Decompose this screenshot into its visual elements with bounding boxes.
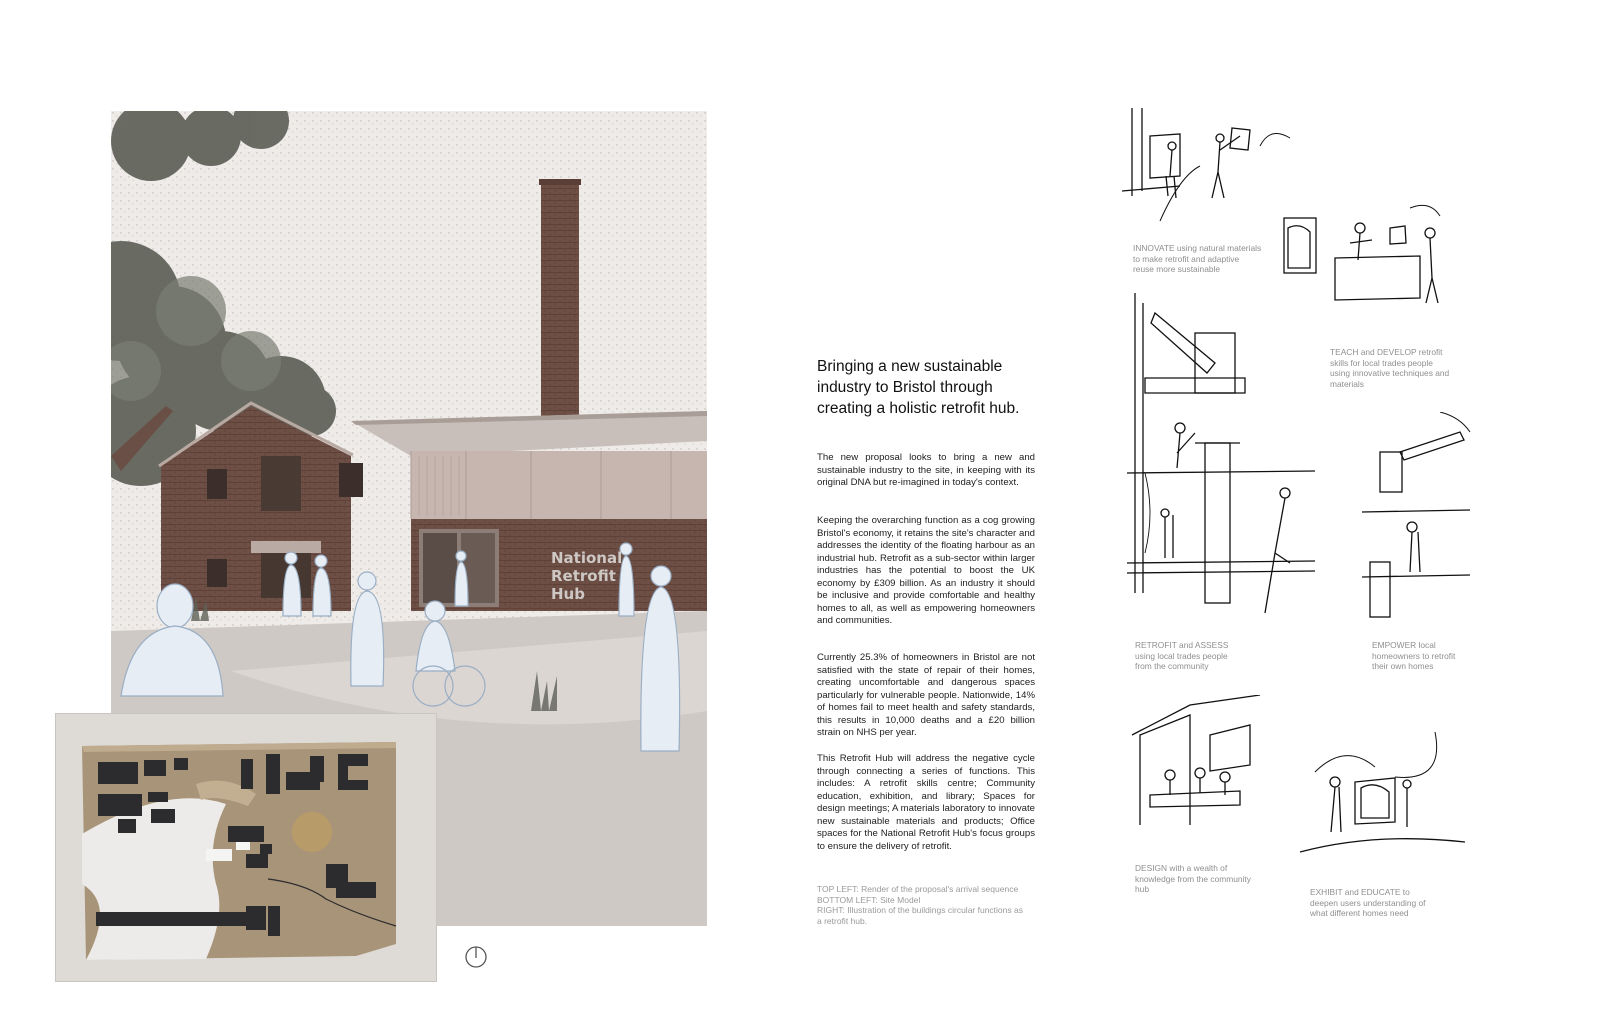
sketch-empower — [1360, 412, 1480, 622]
annotation-innovate: INNOVATE using natural materials to make retrofit and adaptive reuse more sustainable — [1133, 243, 1262, 274]
building-sign: National Retrofit Hub — [551, 549, 623, 603]
site-model-illustration — [56, 714, 436, 981]
annotation-empower: EMPOWER local homeowners to retrofit their own homes — [1372, 640, 1456, 671]
sketch-exhibit — [1295, 722, 1470, 862]
annotation-retrofit: RETROFIT and ASSESS using local trades people from the community — [1135, 640, 1229, 671]
sketch-innovate — [1120, 106, 1300, 226]
annotation-exhibit: EXHIBIT and EDUCATE to deepen users understanding of what different homes need — [1310, 887, 1426, 918]
paragraph-intro: The new proposal looks to bring a new and sustainable industry to the site, in keeping with its original DNA but re-imagined in today's context. — [817, 452, 1035, 488]
figure-captions — [817, 884, 1042, 926]
annotation-design: DESIGN with a wealth of knowledge from the community hub — [1135, 863, 1251, 894]
sketch-retrofit — [1125, 293, 1320, 633]
site-model-photo — [55, 713, 437, 982]
caption-top-left: TOP LEFT: Render of the proposal's arrival sequence — [817, 884, 1019, 894]
paragraph-functions: This Retrofit Hub will address the negative cycle through connecting a series of functions. This includes: A retrofit skills centre; Community education, exhibition, and library; Spaces for design meetings; A materials laboratory to innovate new sustainable materials and products; Office spaces for the National Retrofit Hub's focus groups to ensure the delivery of retrofit. — [817, 753, 1035, 852]
paragraph-statistics: Currently 25.3% of homeowners in Bristol are not satisfied with the state of repair of their homes, creating uncomfortable and dangerous spaces particularly for vulnerable people. Nationwide, 14% of homes fail to meet health and safety standards, this results in 10,000 deaths and a £20 billion strain on NHS per year. — [817, 652, 1035, 738]
north-arrow-icon — [464, 945, 488, 969]
caption-bottom-left: BOTTOM LEFT: Site Model — [817, 894, 921, 905]
paragraph-context: Keeping the overarching function as a cog growing Bristol's economy, it retains the site's character and addresses the identity of the floating harbour as an industrial hub. Retrofit as a sub-sector within larger industries has the potential to boost the UK economy by £309 billion. As an industry it should be inclusive and provide comfortable and healthy homes to all, as well as empowering homeowners and communities. — [817, 515, 1035, 626]
headline: Bringing a new sustainable industry to Bristol through creating a holistic retrofit hub. — [817, 358, 1020, 417]
caption-right: RIGHT: Illustration of the buildings circular functions as — [817, 905, 1023, 915]
annotation-teach: TEACH and DEVELOP retrofit skills for local trades people using innovative techniques and materials — [1330, 347, 1450, 389]
sketch-design — [1130, 695, 1265, 835]
caption-right-cont: a retrofit hub. — [817, 915, 868, 926]
